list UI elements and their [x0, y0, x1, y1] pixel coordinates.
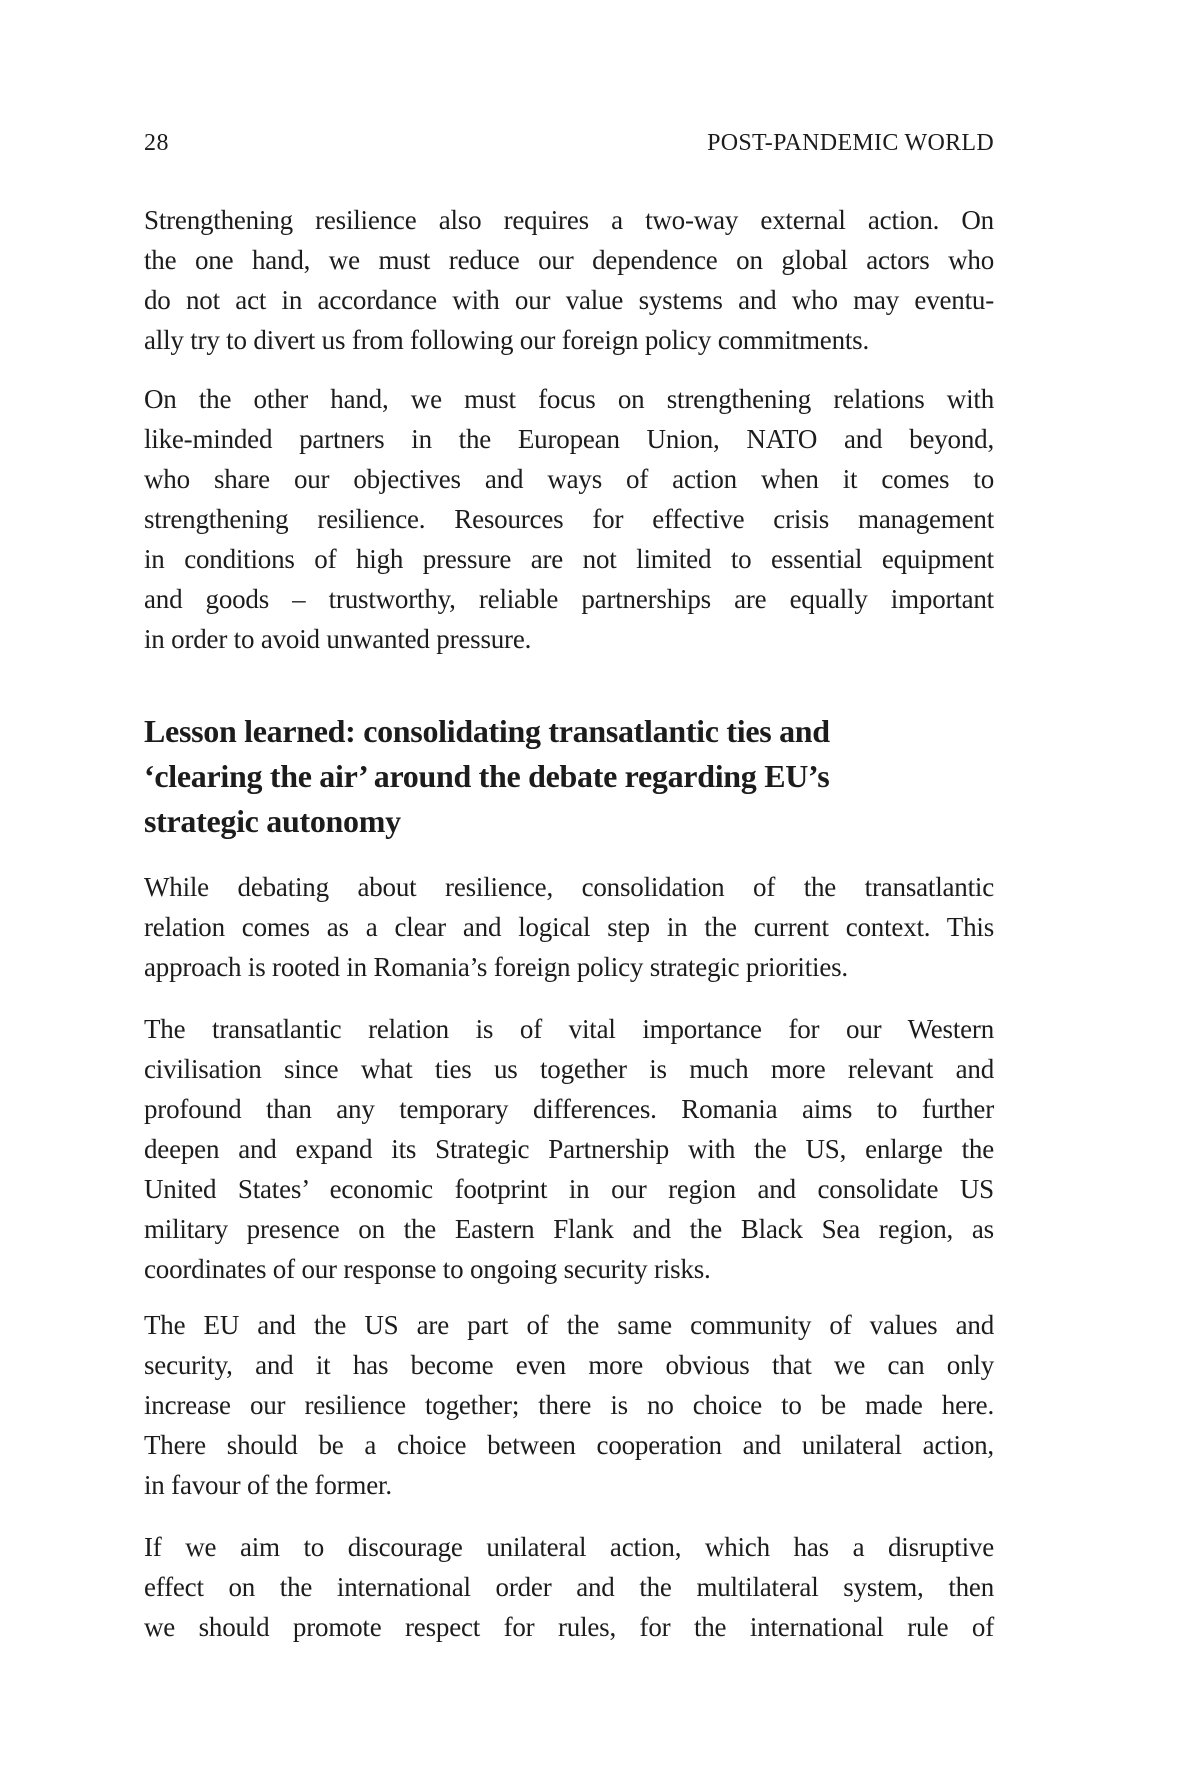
section-heading-lesson-learned	[144, 709, 994, 844]
text-line: like-minded partners in the European Union, NATO and beyond,	[144, 424, 994, 454]
text-line: Lesson learned: consolidating transatlantic ties and	[144, 713, 830, 749]
text-line: There should be a choice between cooperation and unilateral action,	[144, 1430, 994, 1460]
text-line: effect on the international order and the multilateral system, then	[144, 1572, 994, 1602]
text-line: who share our objectives and ways of action when it comes to	[144, 464, 994, 494]
text-line: The EU and the US are part of the same community of values and	[144, 1310, 994, 1340]
text-line: strengthening resilience. Resources for effective crisis management	[144, 504, 994, 534]
running-title: POST-PANDEMIC WORLD	[707, 130, 994, 156]
text-line: security, and it has become even more obvious that we can only	[144, 1350, 994, 1380]
text-line: strategic autonomy	[144, 803, 401, 839]
text-line: and goods – trustworthy, reliable partnerships are equally important	[144, 584, 994, 614]
text-line: profound than any temporary differences. Romania aims to further	[144, 1094, 994, 1124]
text-line: approach is rooted in Romania’s foreign policy strategic priorities.	[144, 952, 848, 982]
text-line: The transatlantic relation is of vital importance for our Western	[144, 1014, 994, 1044]
paragraph-eu-and-us	[144, 1305, 994, 1505]
text-line: in favour of the former.	[144, 1470, 392, 1500]
text-line: increase our resilience together; there is no choice to be made here.	[144, 1390, 994, 1420]
text-line: civilisation since what ties us together is much more relevant and	[144, 1054, 994, 1084]
text-line: United States’ economic footprint in our region and consolidate US	[144, 1174, 994, 1204]
paragraph-on-the-other-hand	[144, 379, 994, 659]
text-line: in conditions of high pressure are not limited to essential equipment	[144, 544, 994, 574]
paragraph-strengthening-resilience	[144, 200, 994, 360]
text-line: do not act in accordance with our value systems and who may eventu-	[144, 285, 994, 315]
text-line: deepen and expand its Strategic Partnership with the US, enlarge the	[144, 1134, 994, 1164]
text-line: Strengthening resilience also requires a two-way external action. On	[144, 205, 994, 235]
running-header	[144, 129, 994, 157]
text-line: If we aim to discourage unilateral action, which has a disruptive	[144, 1532, 994, 1562]
text-line: in order to avoid unwanted pressure.	[144, 624, 532, 654]
paragraph-transatlantic-relation	[144, 1009, 994, 1289]
page-number: 28	[144, 130, 169, 156]
text-line: ally try to divert us from following our foreign policy commitments.	[144, 325, 870, 355]
paragraph-if-we-aim	[144, 1527, 994, 1647]
text-line: we should promote respect for rules, for the international rule of	[144, 1612, 994, 1642]
text-line: the one hand, we must reduce our dependence on global actors who	[144, 245, 994, 275]
text-line: relation comes as a clear and logical step in the current context. This	[144, 912, 994, 942]
text-line: coordinates of our response to ongoing security risks.	[144, 1254, 711, 1284]
text-line: On the other hand, we must focus on strengthening relations with	[144, 384, 994, 414]
text-line: military presence on the Eastern Flank and the Black Sea region, as	[144, 1214, 994, 1244]
paragraph-while-debating	[144, 867, 994, 987]
text-line: While debating about resilience, consolidation of the transatlantic	[144, 872, 994, 902]
text-line: ‘clearing the air’ around the debate regarding EU’s	[144, 758, 830, 794]
